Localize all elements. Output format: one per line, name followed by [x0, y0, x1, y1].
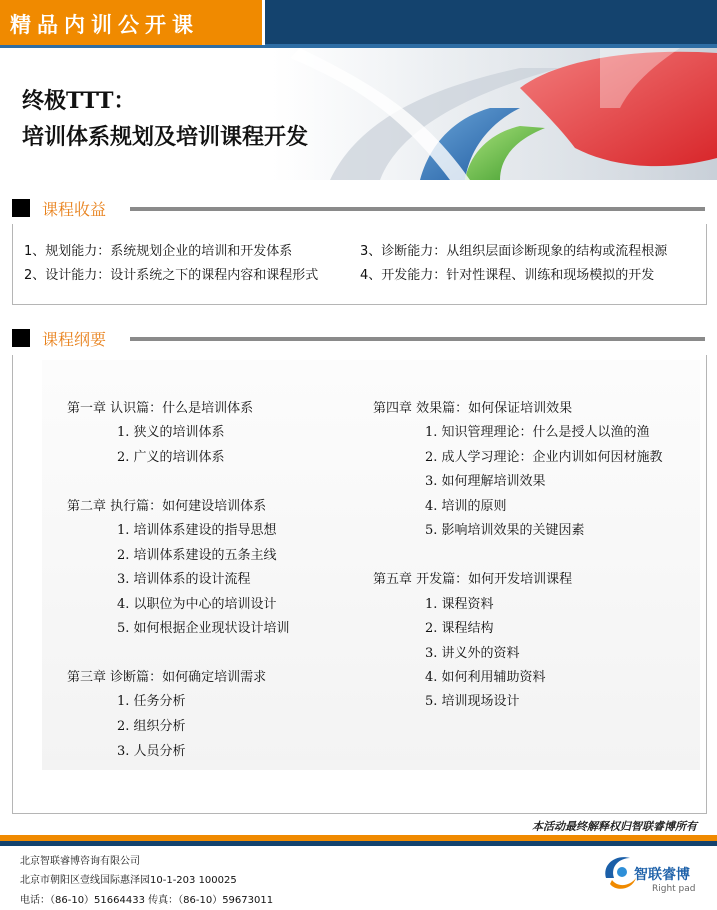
benefit-item: 2、设计能力：设计系统之下的课程内容和课程形式 [24, 268, 319, 283]
chapter-1-title: 第一章 认识篇：什么是培训体系 [67, 401, 254, 416]
benefits-section-header [12, 197, 705, 217]
chapter-item: 5. 影响培训效果的关键因素 [425, 523, 585, 538]
course-type-badge [0, 0, 265, 45]
chapter-4-title: 第四章 效果篇：如何保证培训效果 [373, 401, 573, 416]
benefit-item: 3、诊断能力：从组织层面诊断现象的结构或流程根源 [360, 244, 668, 259]
disclaimer-text: 本活动最终解释权归智联睿博所有 [532, 820, 697, 833]
company-address: 北京市朝阳区壹线国际惠泽园10-1-203 100025 [20, 875, 237, 886]
outline-title: 课程纲要 [42, 330, 107, 349]
company-name: 北京智联睿博咨询有限公司 [20, 856, 140, 867]
chapter-item: 3. 人员分析 [117, 744, 186, 759]
hero-banner [0, 48, 717, 180]
chapter-item: 4. 以职位为中心的培训设计 [117, 597, 277, 612]
chapter-item: 1. 课程资料 [425, 597, 494, 612]
chapter-item: 2. 培训体系建设的五条主线 [117, 548, 277, 563]
chapter-item: 1. 培训体系建设的指导思想 [117, 523, 277, 538]
chapter-item: 2. 课程结构 [425, 621, 494, 636]
section-bullet-square [12, 199, 30, 217]
course-title-line1: 终极TTT： [22, 88, 136, 114]
section-rule [130, 337, 705, 341]
benefits-title: 课程收益 [42, 200, 107, 219]
chapter-item: 2. 成人学习理论：企业内训如何因材施教 [425, 450, 663, 465]
chapter-item: 3. 如何理解培训效果 [425, 474, 546, 489]
logo-text-cn: 智联睿博 [634, 867, 690, 883]
chapter-item: 5. 培训现场设计 [425, 694, 520, 709]
badge-label: 精品内训公开课 [10, 13, 199, 37]
chapter-item: 1. 任务分析 [117, 694, 186, 709]
chapter-item: 2. 广义的培训体系 [117, 450, 225, 465]
benefit-item: 1、规划能力：系统规划企业的培训和开发体系 [24, 244, 293, 259]
chapter-2-title: 第二章 执行篇：如何建设培训体系 [67, 499, 267, 514]
chapter-3-title: 第三章 诊断篇：如何确定培训需求 [67, 670, 267, 685]
chapter-5-title: 第五章 开发篇：如何开发培训课程 [373, 572, 573, 587]
chapter-item: 4. 如何利用辅助资料 [425, 670, 546, 685]
outline-section-header [12, 327, 705, 347]
chapter-item: 1. 知识管理理论：什么是授人以渔的渔 [425, 425, 650, 440]
chapter-item: 4. 培训的原则 [425, 499, 507, 514]
benefit-item: 4、开发能力：针对性课程、训练和现场模拟的开发 [360, 268, 655, 283]
section-bullet-square [12, 329, 30, 347]
chapter-item: 2. 组织分析 [117, 719, 186, 734]
chapter-item: 3. 讲义外的资料 [425, 646, 520, 661]
chapter-item: 5. 如何根据企业现状设计培训 [117, 621, 290, 636]
company-logo [600, 850, 710, 905]
company-contact: 电话：（86-10）51664433 传真：（86-10）59673011 [20, 895, 274, 906]
course-title-line2: 培训体系规划及培训课程开发 [22, 124, 309, 150]
logo-text-en: Right pad [652, 884, 696, 894]
chapter-item: 1. 狭义的培训体系 [117, 425, 225, 440]
footer-band-blue [0, 841, 717, 846]
section-rule [130, 207, 705, 211]
chapter-item: 3. 培训体系的设计流程 [117, 572, 251, 587]
